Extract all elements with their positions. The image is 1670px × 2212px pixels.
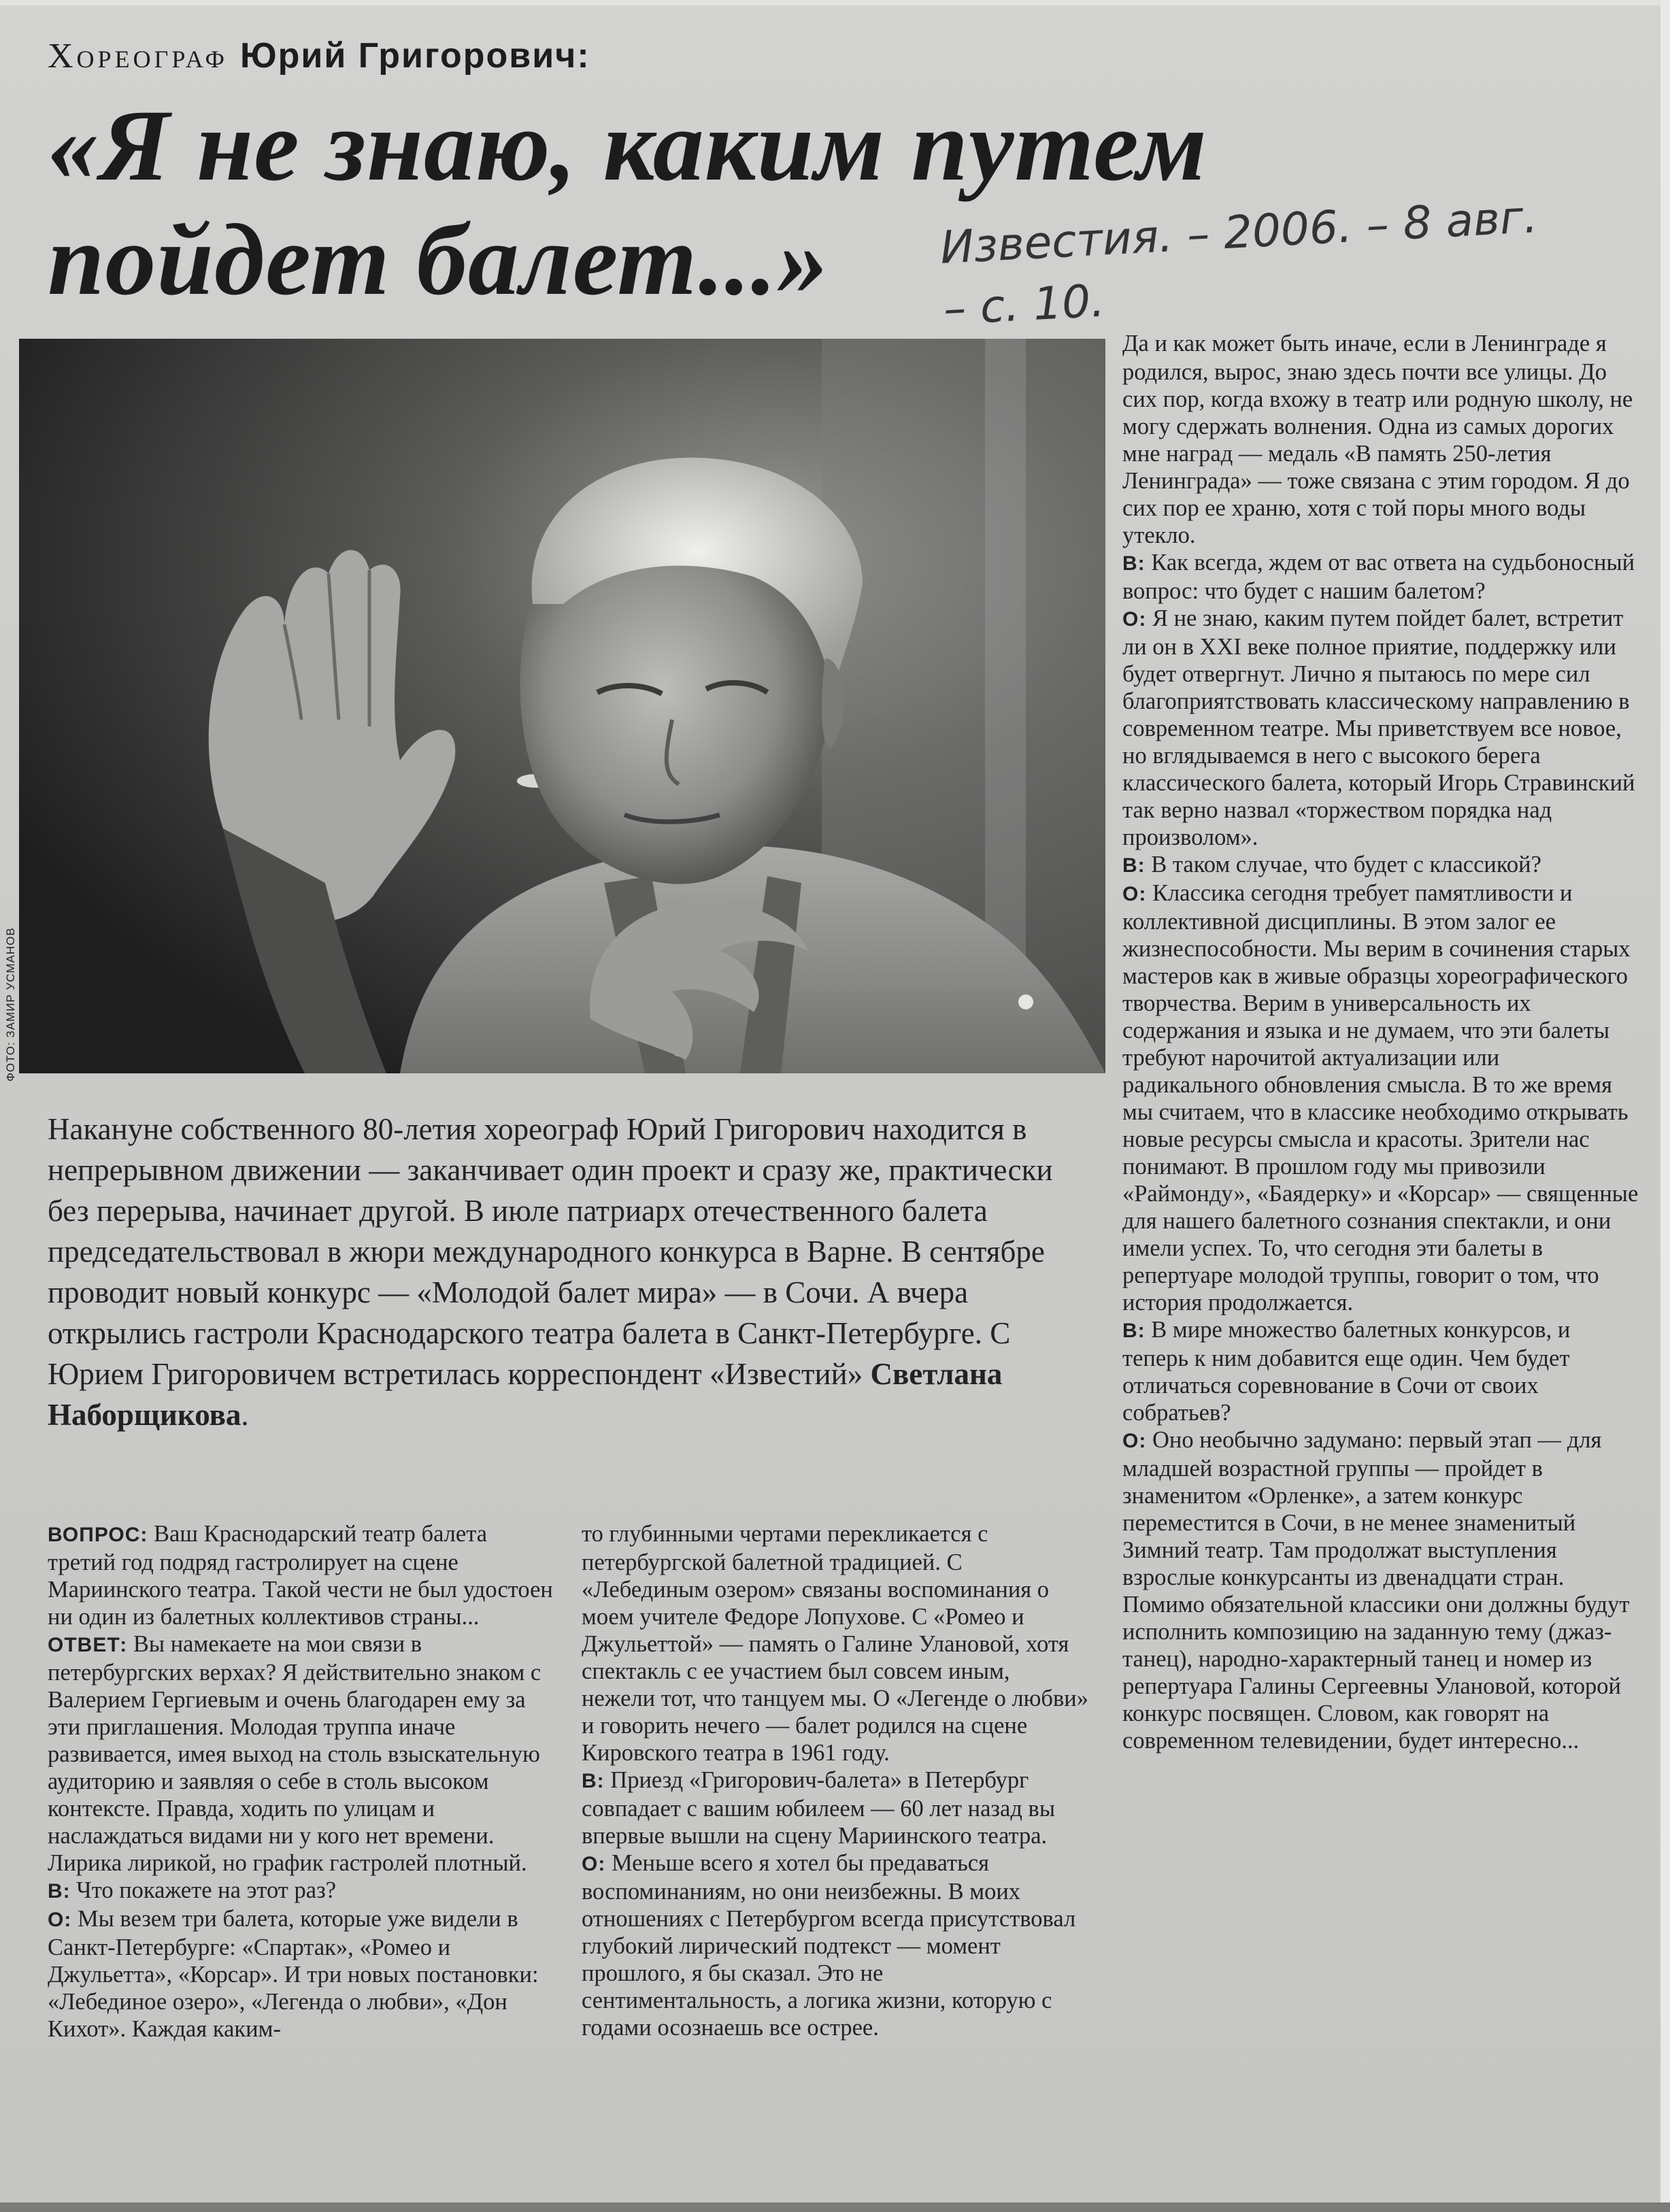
speaker-label: ВОПРОС: bbox=[48, 1524, 148, 1546]
kicker-name: Юрий Григорович: bbox=[239, 36, 590, 76]
handwritten-note: Известия. – 2006. – 8 авг. – с. 10. bbox=[939, 190, 1539, 335]
interview-paragraph bbox=[1122, 1316, 1639, 1426]
paragraph-text: Я не знаю, каким путем пойдет балет, встретит ли он в XXI веке полное приятие, поддержку или будет отвергнут. Лично я пытаюсь по мере сил благоприятствовать классическому направлению в современном театре. Мы приветствуем все новое, но вглядываемся в него с высокого берега классического балета, который Игорь Стравинский так верно назвал «торжеством порядка над произволом». bbox=[1122, 605, 1635, 850]
speaker-label: В: bbox=[48, 1880, 71, 1903]
interview-paragraph bbox=[1122, 879, 1639, 1316]
column-right bbox=[1122, 330, 1639, 1754]
speaker-label: О: bbox=[48, 1909, 72, 1931]
speaker-label: В: bbox=[1122, 552, 1146, 575]
interview-paragraph bbox=[1122, 549, 1639, 605]
speaker-label: О: bbox=[1122, 883, 1147, 905]
portrait-illustration bbox=[19, 339, 1105, 1073]
speaker-label: В: bbox=[1122, 1320, 1146, 1342]
scan-edge-top bbox=[0, 0, 1670, 5]
speaker-label: ОТВЕТ: bbox=[48, 1634, 128, 1656]
lead-end: . bbox=[241, 1398, 249, 1432]
paragraph-text: В таком случае, что будет с классикой? bbox=[1145, 852, 1541, 877]
lead-text: Накануне собственного 80-летия хореограф Юрий Григорович находится в непрерывном движении — заканчивает один проект и сразу же, практически без перерыва, начинает другой. В июле патриарх отечественного балета председательствовал в жюри международного конкурса в Варне. В сентябре проводит новый конкурс — «Молодой балет мира» — в Сочи. А вчера открылись гастроли Краснодарского театра балета в Санкт-Петербурге. С Юрием Григоровичем встретилась корреспондент «Известий» bbox=[48, 1112, 1053, 1391]
speaker-label: О: bbox=[1122, 608, 1147, 631]
lead-paragraph bbox=[48, 1109, 1068, 1435]
paragraph-text: Как всегда, ждем от вас ответа на судьбоносный вопрос: что будет с нашим балетом? bbox=[1122, 550, 1635, 604]
paragraph-text: В мире множество балетных конкурсов, и теперь к ним добавится еще один. Чем будет отличаться соревнование в Сочи от своих собратьев? bbox=[1122, 1317, 1571, 1426]
interview-paragraph bbox=[582, 1766, 1088, 1849]
interview-paragraph bbox=[1122, 605, 1639, 851]
interview-paragraph bbox=[1122, 330, 1639, 549]
paragraph-text: Меньше всего я хотел бы предаваться воспоминаниям, но они неизбежны. В моих отношениях с Петербургом всегда присутствовал глубокий лирический подтекст — момент прошлого, я бы сказал. Это не сентиментальность, а логика жизни, которую с годами осознаешь все острее. bbox=[582, 1850, 1076, 2041]
interview-paragraph bbox=[582, 1849, 1088, 2041]
paragraph-text: Классика сегодня требует памятливости и коллективной дисциплины. В этом залог ее жизнеспособности. Мы верим в сочинения старых мастеров как в живые образцы хореографического творчества. Верим в универсальность их содержания и языка и не думаем, что эти балеты требуют нарочитой актуализации или радикального обновления смысла. В то же время мы считаем, что в классике необходимо открывать новые ресурсы смысла и красоты. Зрители нас понимают. В прошлом году мы привозили «Раймонду», «Баядерку» и «Корсар» — священные для нашего балетного сознания спектакли, и они имели успех. То, что сегодня эти балеты в репертуаре молодой труппы, говорит о том, что история продолжается. bbox=[1122, 880, 1639, 1316]
photo-credit: ФОТО: ЗАМИР УСМАНОВ bbox=[4, 927, 17, 1082]
kicker bbox=[48, 35, 590, 76]
paragraph-text: Мы везем три балета, которые уже видели в Санкт-Петербурге: «Спартак», «Ромео и Джульетта», «Корсар». И три новых постановки: «Лебединое озеро», «Легенда о любви», «Дон Кихот». Каждая каким- bbox=[48, 1906, 539, 2042]
paragraph-text: Приезд «Григорович-балета» в Петербург совпадает с вашим юбилеем — 60 лет назад вы впервые вышли на сцену Мариинского театра. bbox=[582, 1767, 1056, 1849]
interview-paragraph bbox=[48, 1630, 554, 1877]
paragraph-text: то глубинными чертами перекликается с петербургской балетной традицией. С «Лебединым озером» связаны воспоминания о моем учителе Федоре Лопухове. С «Ромео и Джульеттой» — память о Галине Улановой, хотя спектакль с ее участием был совсем иным, нежели тот, что танцуем мы. О «Легенде о любви» и говорить нечего — балет родился на сцене Кировского театра в 1961 году. bbox=[582, 1521, 1088, 1766]
speaker-label: В: bbox=[582, 1770, 605, 1792]
interview-paragraph bbox=[48, 1520, 554, 1630]
paragraph-text: Ваш Краснодарский театр балета третий год подряд гастролирует на сцене Мариинского театра. Такой чести не был удостоен ни один из балетных коллективов страны... bbox=[48, 1521, 553, 1630]
speaker-label: О: bbox=[582, 1853, 606, 1875]
speaker-label: В: bbox=[1122, 854, 1146, 877]
scan-edge-bottom bbox=[0, 2202, 1670, 2212]
scan-edge-right bbox=[1660, 0, 1670, 2212]
paragraph-text: Оно необычно задумано: первый этап — для младшей возрастной группы — пройдет в знаменитом «Орленке», а затем конкурс переместится в Сочи, в не менее знаменитый Зимний театр. Там продолжат выступления взрослые конкурсанты из двенадцати стран. Помимо обязательной классики они должны будут исполнить композицию на заданную тему (джаз-танец), народно-характерный танец и номер из репертуара Галины Сергеевны Улановой, которой конкурс посвящен. Словом, как говорят на современном телевидении, будет интересно... bbox=[1122, 1427, 1630, 1754]
interview-paragraph bbox=[48, 1905, 554, 2043]
kicker-prefix: Хореограф bbox=[48, 37, 228, 76]
interview-paragraph bbox=[48, 1877, 554, 1905]
column-left bbox=[48, 1520, 554, 2043]
interview-paragraph bbox=[582, 1520, 1088, 1766]
interview-paragraph bbox=[1122, 851, 1639, 879]
interview-paragraph bbox=[1122, 1426, 1639, 1754]
portrait-photo bbox=[19, 339, 1105, 1073]
column-middle bbox=[582, 1520, 1088, 2041]
speaker-label: О: bbox=[1122, 1430, 1147, 1452]
paragraph-text: Что покажете на этот раз? bbox=[70, 1877, 337, 1903]
paragraph-text: Да и как может быть иначе, если в Ленинграде я родился, вырос, знаю здесь почти все улицы. До сих пор, когда вхожу в театр или родную школу, не могу сдержать волнения. Одна из самых дорогих мне наград — медаль «В память 250-летия Ленинграда» — тоже связана с этим городом. Я до сих пор ее храню, хотя с той поры много воды утекло. bbox=[1122, 331, 1633, 548]
paragraph-text: Вы намекаете на мои связи в петербургских верхах? Я действительно знаком с Валерием Гергиевым и очень благодарен ему за эти приглашения. Молодая труппа иначе развивается, имея выход на столь взыскательную аудиторию и заявляя о себе в столь высоком контексте. Правда, ходить по улицам и наслаждаться видами ни у кого нет времени. Лирика лирикой, но график гастролей плотный. bbox=[48, 1631, 541, 1876]
headline: «Я не знаю, каким путем пойдет балет...» bbox=[48, 89, 1207, 316]
lead-author: Светлана Наборщикова bbox=[48, 1357, 1003, 1432]
